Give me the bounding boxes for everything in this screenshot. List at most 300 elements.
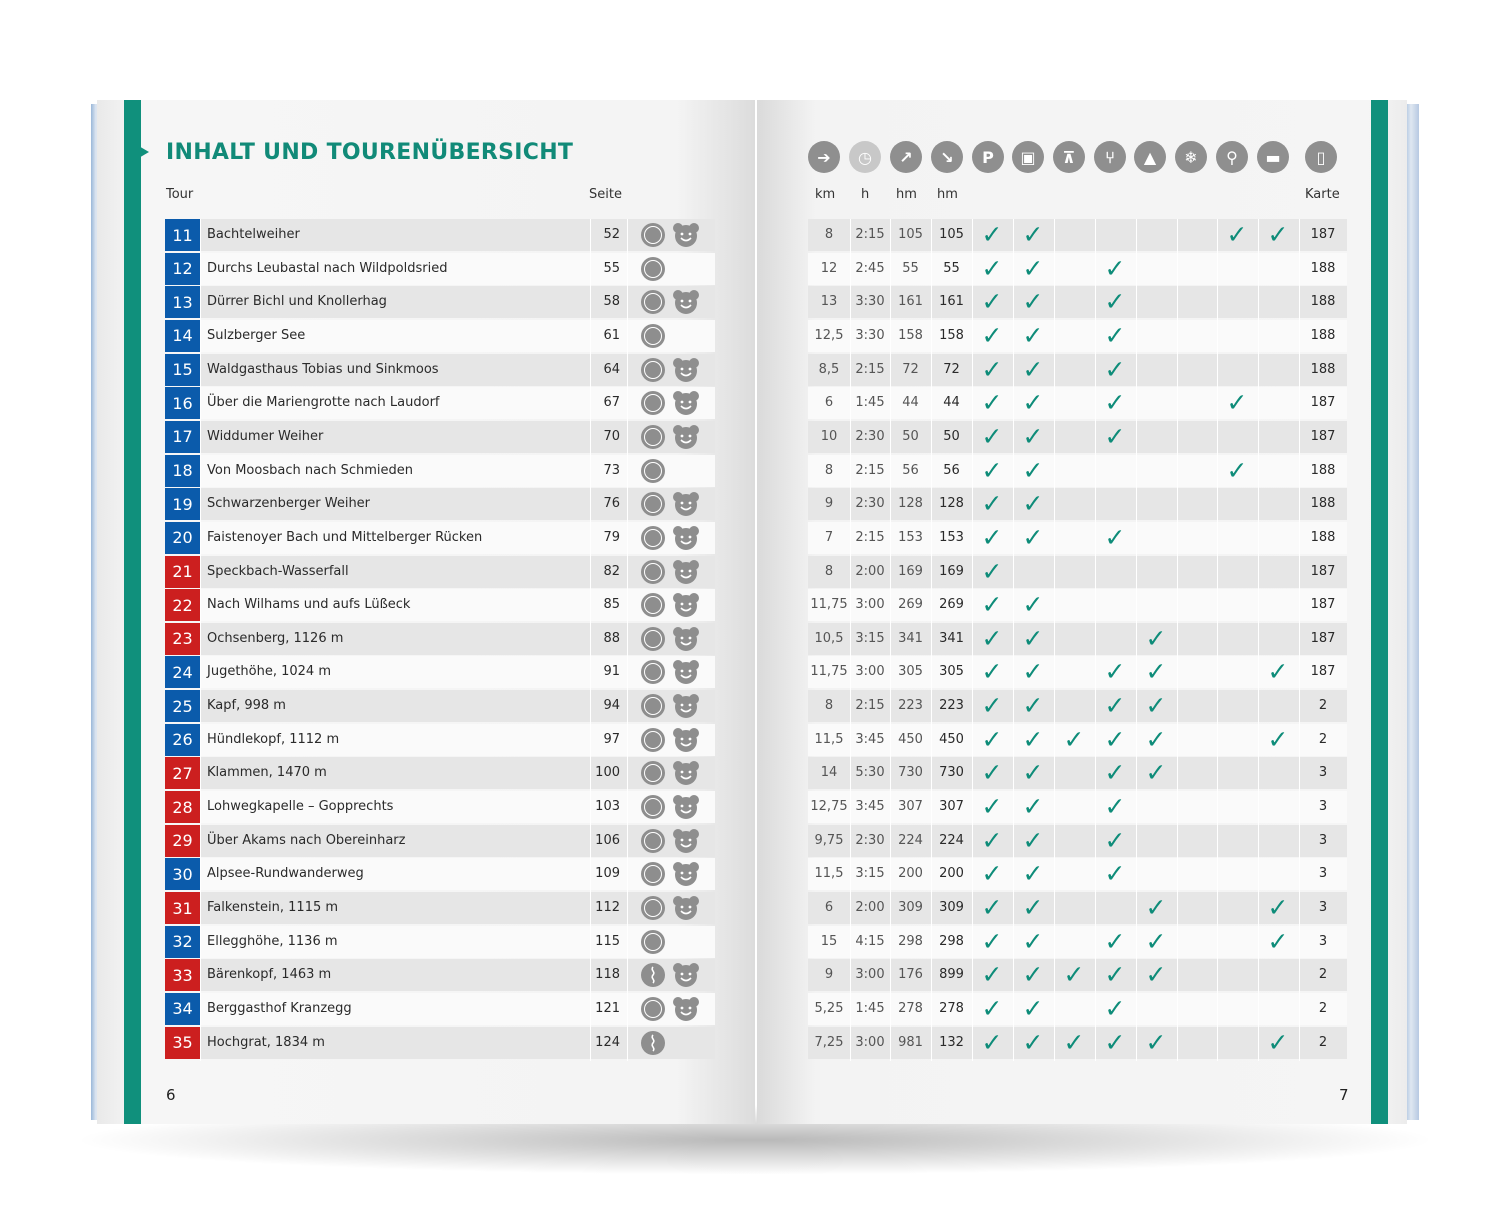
difficulty-ring-icon [641,560,665,584]
check-icon: ✓ [1022,691,1044,721]
check-icon: ✓ [981,859,1003,889]
tour-name: Waldgasthaus Tobias und Sinkmoos [207,361,439,377]
tour-page: 100 [595,765,620,781]
tour-page: 88 [603,630,620,646]
tour-number-badge: 12 [165,253,200,285]
distance-km: 8 [824,563,834,579]
distance-km: 7 [824,529,834,545]
check-icon: ✓ [981,354,1003,384]
difficulty-ring-icon [641,795,665,819]
check-icon: ✓ [1104,1027,1126,1057]
kids-bear-icon [672,828,698,852]
check-icon: ✓ [1104,825,1126,855]
map-number: 187 [1310,630,1336,646]
map-number: 188 [1310,361,1336,377]
left-color-strip [124,100,141,1124]
duration-h: 1:45 [855,395,885,411]
tour-number-badge: 15 [165,354,200,386]
kids-bear-icon [672,996,698,1020]
ascent-hm: 307 [898,799,923,815]
kids-bear-icon [672,962,698,986]
difficulty-ring-icon [641,526,665,550]
check-icon: ✓ [1104,253,1126,283]
check-icon: ✓ [981,388,1003,418]
check-icon: ✓ [981,522,1003,552]
check-icon: ✓ [1022,960,1044,990]
descent-hm: 305 [939,664,964,680]
ascent-hm: 50 [902,428,919,444]
ascent-hm: 200 [898,866,923,882]
ascent-hm: 55 [902,260,919,276]
descent-hm: 450 [939,731,964,747]
kids-bear-icon [672,693,698,717]
check-icon: ✓ [981,724,1003,754]
difficulty-ring-icon [641,459,665,483]
descent-hm: 56 [943,462,960,478]
check-icon: ✓ [1104,758,1126,788]
check-icon: ✓ [1145,926,1167,956]
tour-page: 67 [603,395,620,411]
check-icon: ✓ [981,758,1003,788]
ascent-hm: 56 [902,462,919,478]
tour-name: Bärenkopf, 1463 m [207,967,332,983]
tour-number-badge: 35 [165,1027,200,1059]
column-divider [1054,219,1055,1061]
map-number: 187 [1310,395,1336,411]
difficulty-ring-icon [641,829,665,853]
check-icon: ✓ [1267,657,1289,687]
check-icon: ✓ [1267,220,1289,249]
column-divider [1177,219,1178,1061]
kids-bear-icon [672,491,698,515]
map-number: 2 [1318,1034,1328,1050]
tour-page: 52 [603,227,620,242]
check-icon: ✓ [1022,859,1044,889]
map-number: 2 [1318,1000,1328,1016]
distance-km: 11,5 [814,866,844,882]
check-icon: ✓ [981,455,1003,485]
tour-page: 85 [603,597,620,613]
check-icon: ✓ [981,792,1003,822]
difficulty-ring-icon [641,223,665,247]
check-icon: ✓ [1145,758,1167,788]
map-number: 3 [1318,866,1328,882]
ascent-hm: 176 [898,967,923,983]
descent-hm: 223 [939,698,964,714]
tour-page: 109 [595,866,620,882]
ascent-hm: 298 [898,933,923,949]
descent-icon: ↘ [931,141,963,173]
header-karte: Karte [1305,187,1340,202]
tour-name: Widdumer Weiher [207,428,324,444]
map-number: 188 [1310,462,1336,478]
descent-hm: 309 [939,900,964,915]
ascent-hm: 224 [898,832,923,848]
duration-h: 3:00 [855,967,885,983]
tour-name: Berggasthof Kranzegg [207,1000,352,1016]
distance-km: 11,75 [810,664,848,680]
check-icon: ✓ [1226,388,1248,418]
distance-km: 12 [820,260,838,276]
tour-name: Klammen, 1470 m [207,765,327,781]
kids-bear-icon [672,626,698,650]
duration-h: 2:15 [855,698,885,714]
duration-h: 2:15 [855,462,885,478]
tour-name: Faistenoyer Bach und Mittelberger Rücken [207,529,483,545]
kids-bear-icon [672,794,698,818]
check-icon: ✓ [1022,1027,1044,1057]
tour-number-badge: 33 [165,959,200,991]
tour-name: Bachtelweiher [207,227,300,242]
ascent-hm: 450 [898,731,923,747]
duration-h: 3:30 [855,294,885,310]
check-icon: ✓ [1022,758,1044,788]
duration-h: 3:00 [855,1034,885,1050]
difficulty-ring-icon [641,997,665,1021]
column-divider [1013,219,1014,1061]
check-icon: ✓ [1022,354,1044,384]
tour-number-badge: 22 [165,589,200,621]
winter-icon: ❄ [1175,141,1207,173]
tour-name: Schwarzenberger Weiher [207,496,371,512]
tour-page: 124 [595,1034,620,1050]
check-icon: ✓ [981,926,1003,956]
map-number: 3 [1318,832,1328,848]
distance-km: 5,25 [814,1000,844,1016]
duration-h: 3:15 [855,866,885,882]
tour-name: Hündlekopf, 1112 m [207,731,340,747]
column-divider [200,219,201,1061]
ascent-hm: 223 [898,698,923,714]
check-icon: ✓ [1104,724,1126,754]
duration-h: 3:45 [855,731,885,747]
check-icon: ✓ [1104,859,1126,889]
distance-km: 8 [824,227,834,242]
check-icon: ✓ [1104,421,1126,451]
tour-number-badge: 21 [165,556,200,588]
distance-km: 10,5 [814,630,844,646]
descent-hm: 899 [939,967,964,983]
duration-h: 2:15 [855,227,885,242]
map-number: 188 [1310,260,1336,276]
ascent-hm: 158 [898,327,923,343]
check-icon: ✓ [1267,893,1289,922]
distance-km: 8 [824,698,834,714]
difficulty-ring-icon [641,728,665,752]
check-icon: ✓ [1226,220,1248,249]
tour-number-badge: 28 [165,791,200,823]
difficulty-wave-icon [641,963,665,987]
map-number: 188 [1310,327,1336,343]
map-number: 2 [1318,967,1328,983]
column-divider [972,219,973,1061]
tour-name: Sulzberger See [207,327,306,343]
check-icon: ✓ [981,556,1003,586]
map-number: 3 [1318,765,1328,781]
ascent-hm: 981 [898,1034,923,1050]
difficulty-ring-icon [641,930,665,954]
tour-name: Alpsee-Rundwanderweg [207,866,364,882]
descent-hm: 153 [939,529,964,545]
tour-number-badge: 18 [165,455,200,487]
tour-name: Kapf, 998 m [207,698,286,714]
check-icon: ✓ [1022,792,1044,822]
distance-km: 13 [820,294,838,310]
ascent-hm: 278 [898,1000,923,1016]
descent-hm: 50 [943,428,960,444]
check-icon: ✓ [981,489,1003,519]
signpost-icon: ➔ [808,141,840,173]
descent-hm: 730 [939,765,964,781]
tour-page: 55 [603,260,620,276]
ascent-hm: 105 [898,227,923,242]
column-divider [627,219,628,1061]
kids-bear-icon [672,289,698,313]
page-number-left: 6 [166,1086,176,1104]
bed-icon: ▬ [1257,141,1289,173]
descent-hm: 161 [939,294,964,310]
check-icon: ✓ [1104,354,1126,384]
duration-h: 3:30 [855,327,885,343]
duration-h: 2:30 [855,496,885,512]
tour-number-badge: 27 [165,757,200,789]
distance-km: 9,75 [814,832,844,848]
check-icon: ✓ [981,1027,1003,1057]
check-icon: ✓ [1104,926,1126,956]
duration-h: 5:30 [855,765,885,781]
distance-km: 10 [820,428,838,444]
tour-number-badge: 13 [165,286,200,318]
tour-name: Hochgrat, 1834 m [207,1034,325,1050]
distance-km: 14 [820,765,838,781]
check-icon: ✓ [1104,320,1126,350]
column-divider [1095,219,1096,1061]
ascent-hm: 161 [898,294,923,310]
tour-name: Dürrer Bichl und Knollerhag [207,294,387,310]
ascent-hm: 341 [898,630,923,646]
summit-icon: ▲ [1134,141,1166,173]
check-icon: ✓ [1022,893,1044,922]
ascent-hm: 730 [898,765,923,781]
map-number: 188 [1310,496,1336,512]
check-icon: ✓ [981,960,1003,990]
difficulty-ring-icon [641,425,665,449]
bike-icon: ⚲ [1216,141,1248,173]
column-divider [1258,219,1259,1061]
check-icon: ✓ [1267,1027,1289,1057]
tour-number-badge: 25 [165,690,200,722]
tour-page: 79 [603,529,620,545]
check-icon: ✓ [1145,691,1167,721]
check-icon: ✓ [1022,724,1044,754]
kids-bear-icon [672,861,698,885]
check-icon: ✓ [981,220,1003,249]
check-icon: ✓ [981,691,1003,721]
tour-page: 121 [595,1000,620,1016]
check-icon: ✓ [1104,792,1126,822]
check-icon: ✓ [1022,388,1044,418]
restaurant-icon: ⑂ [1094,141,1126,173]
column-divider [850,219,851,1061]
tour-page: 61 [603,327,620,343]
check-icon: ✓ [981,590,1003,620]
tour-number-badge: 16 [165,387,200,419]
check-icon: ✓ [1022,926,1044,956]
tour-name: Jugethöhe, 1024 m [207,664,331,680]
map-number: 3 [1318,900,1328,915]
map-icon: ▯ [1305,141,1337,173]
kids-bear-icon [672,592,698,616]
tour-number-badge: 23 [165,623,200,655]
check-icon: ✓ [1145,623,1167,653]
distance-km: 9 [824,496,834,512]
distance-km: 15 [820,933,838,949]
tour-name: Über die Mariengrotte nach Laudorf [207,395,440,411]
map-number: 3 [1318,933,1328,949]
map-number: 2 [1318,698,1328,714]
distance-km: 9 [824,967,834,983]
ascent-hm: 44 [902,395,919,411]
check-icon: ✓ [1226,455,1248,485]
kids-bear-icon [672,659,698,683]
duration-h: 3:00 [855,664,885,680]
kids-bear-icon [672,760,698,784]
map-number: 187 [1310,597,1336,613]
duration-h: 2:15 [855,361,885,377]
map-number: 188 [1310,529,1336,545]
tour-number-badge: 34 [165,993,200,1025]
descent-hm: 307 [939,799,964,815]
ascent-hm: 309 [898,900,923,915]
descent-hm: 132 [939,1034,964,1050]
map-number: 3 [1318,799,1328,815]
column-divider [890,219,891,1061]
tour-number-badge: 20 [165,522,200,554]
check-icon: ✓ [1104,691,1126,721]
difficulty-ring-icon [641,694,665,718]
distance-km: 11,75 [810,597,848,613]
tour-page: 82 [603,563,620,579]
check-icon: ✓ [1022,320,1044,350]
check-icon: ✓ [1063,1027,1085,1057]
difficulty-ring-icon [641,627,665,651]
descent-hm: 72 [943,361,960,377]
map-number: 187 [1310,428,1336,444]
ascent-hm: 169 [898,563,923,579]
check-icon: ✓ [1022,590,1044,620]
distance-km: 6 [824,900,834,915]
duration-h: 3:15 [855,630,885,646]
distance-km: 12,75 [810,799,848,815]
clock-icon: ◷ [849,141,881,173]
tour-page: 115 [595,933,620,949]
ascent-hm: 72 [902,361,919,377]
check-icon: ✓ [1022,421,1044,451]
column-divider [931,219,932,1061]
tour-name: Speckbach-Wasserfall [207,563,349,579]
cable-car-icon: ⊼ [1053,141,1085,173]
check-icon: ✓ [1022,623,1044,653]
descent-hm: 224 [939,832,964,848]
descent-hm: 44 [943,395,960,411]
header-hm-up: hm [896,187,917,202]
map-number: 187 [1310,563,1336,579]
column-divider [1299,219,1300,1061]
column-divider [1136,219,1137,1061]
tour-name: Ellegghöhe, 1136 m [207,933,338,949]
check-icon: ✓ [1022,455,1044,485]
check-icon: ✓ [1104,287,1126,317]
tour-page: 97 [603,731,620,747]
tour-number-badge: 29 [165,825,200,857]
kids-bear-icon [672,727,698,751]
check-icon: ✓ [1267,724,1289,754]
header-seite: Seite [589,187,622,202]
descent-hm: 158 [939,327,964,343]
kids-bear-icon [672,357,698,381]
tour-page: 64 [603,361,620,377]
check-icon: ✓ [1104,522,1126,552]
tour-name: Nach Wilhams und aufs Lüßeck [207,597,411,613]
tour-page: 103 [595,799,620,815]
check-icon: ✓ [1022,522,1044,552]
page-number-right: 7 [1339,1086,1349,1104]
check-icon: ✓ [1022,253,1044,283]
column-divider [590,219,591,1061]
descent-hm: 169 [939,563,964,579]
difficulty-ring-icon [641,896,665,920]
tour-number-badge: 32 [165,926,200,958]
column-divider [1217,219,1218,1061]
difficulty-ring-icon [641,593,665,617]
distance-km: 8 [824,462,834,478]
right-color-strip [1371,100,1388,1124]
check-icon: ✓ [1063,724,1085,754]
ascent-hm: 153 [898,529,923,545]
duration-h: 2:00 [855,563,885,579]
tour-page: 73 [603,462,620,478]
ascent-hm: 269 [898,597,923,613]
check-icon: ✓ [1022,220,1044,249]
kids-bear-icon [672,525,698,549]
ascent-icon: ↗ [890,141,922,173]
tour-page: 70 [603,428,620,444]
check-icon: ✓ [1145,960,1167,990]
distance-km: 12,5 [814,327,844,343]
duration-h: 2:30 [855,428,885,444]
tour-number-badge: 19 [165,488,200,520]
tour-page: 106 [595,832,620,848]
descent-hm: 269 [939,597,964,613]
map-number: 187 [1310,227,1336,242]
duration-h: 2:45 [855,260,885,276]
check-icon: ✓ [1267,926,1289,956]
check-icon: ✓ [1104,388,1126,418]
kids-bear-icon [672,559,698,583]
tour-number-badge: 17 [165,421,200,453]
check-icon: ✓ [1104,657,1126,687]
page-title: INHALT UND TOURENÜBERSICHT [166,140,574,165]
tour-page: 76 [603,496,620,512]
check-icon: ✓ [981,320,1003,350]
header-tour: Tour [166,187,194,202]
check-icon: ✓ [981,893,1003,922]
bus-icon: ▣ [1012,141,1044,173]
header-km: km [815,187,836,202]
distance-km: 7,25 [814,1034,844,1050]
check-icon: ✓ [1145,657,1167,687]
check-icon: ✓ [1022,489,1044,519]
